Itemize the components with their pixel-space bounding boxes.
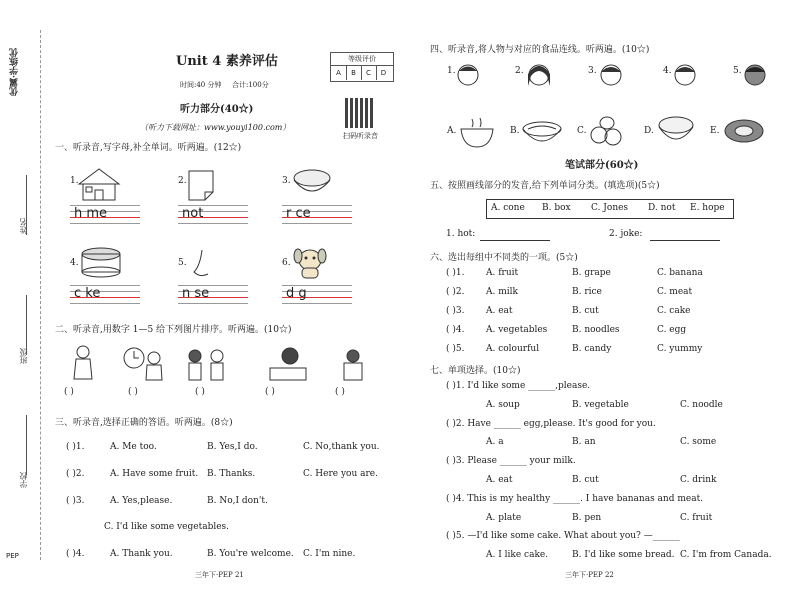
q4-person-1-num: 1.: [447, 66, 456, 76]
q2-answer-4[interactable]: ( ): [265, 387, 275, 397]
q6-row-4-b: B. noodles: [572, 325, 620, 335]
q7-item-3-b: B. cut: [572, 475, 599, 485]
q1-num-4: 4.: [70, 258, 79, 268]
q5-blank-1-label: 1. hot:: [446, 229, 476, 239]
q7-item-3-a: A. eat: [486, 475, 513, 485]
q6-row-3-b: B. cut: [572, 306, 599, 316]
score-label: 合计:100分: [232, 81, 269, 89]
q6-row-5-b: B. candy: [572, 344, 612, 354]
soup-bowl-icon[interactable]: [458, 115, 496, 149]
name-field[interactable]: [26, 175, 27, 235]
q6-row-5-num[interactable]: ( )5.: [446, 344, 465, 354]
q7-item-4-a: A. plate: [486, 513, 522, 523]
q1-word-5: n se: [182, 286, 210, 301]
class-field[interactable]: [26, 295, 27, 355]
qr-code-icon: [345, 98, 375, 128]
q1-writing-1[interactable]: [70, 205, 140, 223]
q6-row-2-a: A. milk: [486, 287, 518, 297]
person-2-icon[interactable]: [525, 60, 553, 90]
q1-word-1: h me: [74, 206, 108, 221]
q7-item-1-b: B. vegetable: [572, 400, 629, 410]
q7-item-2-b: B. an: [572, 437, 596, 447]
q7-item-5-a: A. I like cake.: [486, 550, 549, 560]
q6-row-5-a: A. colourful: [486, 344, 540, 354]
q1-num-3: 3.: [282, 176, 291, 186]
q7-item-1-a: A. soup: [486, 400, 520, 410]
q5-title: 五、按照画线部分的发音,给下列单词分类。(填选项)(5☆): [430, 181, 660, 191]
person-3-icon[interactable]: [598, 60, 624, 90]
q2-title: 二、听录音,用数字 1—5 给下列图片排序。听两遍。(10☆): [55, 325, 292, 335]
q1-writing-4[interactable]: [70, 285, 140, 303]
q1-title: 一、听录音,写字母,补全单词。听两遍。(12☆): [55, 143, 242, 153]
q7-item-3-question[interactable]: ( )3. Please ______ your milk.: [446, 456, 576, 466]
noodle-bowl-icon[interactable]: [520, 115, 564, 149]
q3-item-2-num[interactable]: ( )2.: [66, 469, 85, 479]
school-field[interactable]: [26, 415, 27, 475]
q5-blank-2[interactable]: [650, 240, 720, 241]
q5-option-b: B. box: [542, 203, 571, 213]
grade-d[interactable]: D: [380, 69, 387, 77]
left-footer: 三年下·PEP 21: [195, 571, 244, 579]
q1-num-6: 6.: [282, 258, 291, 268]
q6-row-1-b: B. grape: [572, 268, 611, 278]
grade-box: [330, 52, 394, 82]
q1-writing-3[interactable]: [282, 205, 352, 223]
grade-label: 等级评价: [331, 53, 393, 66]
q6-row-3-a: A. eat: [486, 306, 513, 316]
q2-answer-1[interactable]: ( ): [64, 387, 74, 397]
q2-answer-5[interactable]: ( ): [335, 387, 345, 397]
q4-food-b-label: B.: [510, 126, 520, 136]
listening-header: 听力部分(40☆): [180, 104, 254, 115]
q7-item-4-c: C. fruit: [680, 513, 713, 523]
person-1-icon[interactable]: [455, 62, 481, 90]
q6-title: 六、选出每组中不同类的一项。(5☆): [430, 253, 578, 263]
q4-title: 四、听录音,将人物与对应的食品连线。听两遍。(10☆): [430, 45, 650, 55]
q1-word-6: d g: [286, 286, 307, 301]
q3-title: 三、听录音,选择正确的答语。听两遍。(8☆): [55, 418, 233, 428]
q3-item-1-b: B. Yes,I do.: [207, 442, 258, 452]
page-title: Unit 4 素养评估: [176, 54, 278, 69]
q3-item-2-c: C. Here you are.: [303, 469, 378, 479]
q2-answer-2[interactable]: ( ): [128, 387, 138, 397]
name-label: 姓名: [19, 218, 28, 234]
q4-food-d-label: D.: [644, 126, 654, 136]
q3-item-3-a: A. Yes,please.: [110, 496, 173, 506]
q6-row-1-c: C. banana: [657, 268, 703, 278]
q1-word-4: c ke: [74, 286, 101, 301]
q3-item-4-b: B. You're welcome.: [207, 549, 294, 559]
q5-option-e: E. hope: [690, 203, 725, 213]
q3-item-4-a: A. Thank you.: [110, 549, 173, 559]
q4-person-5-num: 5.: [733, 66, 742, 76]
q7-item-4-question[interactable]: ( )4. This is my healthy ______. I have bananas and meat.: [446, 494, 704, 504]
q6-row-5-c: C. yummy: [657, 344, 703, 354]
grade-a[interactable]: A: [331, 66, 347, 80]
two-kids-icon: [185, 348, 229, 382]
q6-row-2-b: B. rice: [572, 287, 602, 297]
school-label: 学校: [19, 472, 28, 488]
rice-bowl-icon: [290, 168, 334, 198]
boy-reading-icon: [338, 348, 368, 382]
girl-eating-icon: [266, 346, 310, 382]
grade-c[interactable]: C: [361, 66, 377, 80]
q3-item-3-num[interactable]: ( )3.: [66, 496, 85, 506]
q6-row-4-a: A. vegetables: [486, 325, 548, 335]
q5-blank-2-label: 2. joke:: [609, 229, 643, 239]
q7-item-5-c: C. I'm from Canada.: [680, 550, 772, 560]
q1-num-5: 5.: [178, 258, 187, 268]
grade-b[interactable]: B: [346, 66, 362, 80]
q4-person-2-num: 2.: [515, 66, 524, 76]
nose-icon: [190, 248, 220, 282]
house-icon: [75, 166, 123, 202]
written-header: 笔试部分(60☆): [565, 160, 639, 171]
clock-girl-icon: [122, 346, 166, 382]
q6-row-3-c: C. cake: [657, 306, 691, 316]
q4-person-4-num: 4.: [663, 66, 672, 76]
q4-person-3-num: 3.: [588, 66, 597, 76]
q1-word-3: r ce: [286, 206, 311, 221]
q5-option-d: D. not: [648, 203, 676, 213]
pep-label: PEP: [6, 552, 19, 560]
q5-option-a: A. cone: [491, 203, 525, 213]
q1-writing-2[interactable]: [178, 205, 248, 223]
q6-row-3-num[interactable]: ( )3.: [446, 306, 465, 316]
fruit-icon[interactable]: [587, 113, 629, 149]
q6-row-1-a: A. fruit: [486, 268, 519, 278]
brand-mark: 优翼·学练优: [10, 48, 20, 97]
person-4-icon[interactable]: [672, 60, 698, 90]
q6-row-2-c: C. meat: [657, 287, 693, 297]
q1-num-1: 1.: [70, 176, 79, 186]
q7-item-4-b: B. pen: [572, 513, 602, 523]
note-icon: [185, 168, 219, 202]
binding-line: [40, 30, 41, 560]
q6-row-2-num[interactable]: ( )2.: [446, 287, 465, 297]
q4-food-a-label: A.: [447, 126, 457, 136]
q6-row-4-c: C. egg: [657, 325, 687, 335]
download-url: （听力下载网址：www.youyi100.com）: [140, 123, 291, 132]
q7-title: 七、单项选择。(10☆): [430, 366, 521, 376]
q3-item-4-c: C. I'm nine.: [303, 549, 356, 559]
q7-item-2-c: C. some: [680, 437, 717, 447]
q5-blank-1[interactable]: [480, 240, 550, 241]
q3-item-2-a: A. Have some fruit.: [110, 469, 199, 479]
q3-item-3-b: B. No,I don't.: [207, 496, 268, 506]
q1-word-2: not: [182, 206, 204, 221]
cake-icon: [78, 244, 124, 280]
q7-item-3-c: C. drink: [680, 475, 717, 485]
girl-drinking-icon: [70, 345, 96, 381]
rice-bowl-icon[interactable]: [656, 115, 696, 147]
dog-icon: [292, 246, 328, 280]
person-5-icon[interactable]: [742, 60, 768, 90]
q7-item-1-c: C. noodle: [680, 400, 723, 410]
q1-num-2: 2.: [178, 176, 187, 186]
q1-writing-6[interactable]: [282, 285, 352, 303]
q3-item-1-a: A. Me too.: [110, 442, 157, 452]
time-label: 时间:40 分钟: [180, 81, 222, 89]
meat-icon[interactable]: [722, 116, 766, 146]
q7-item-2-a: A. a: [486, 437, 504, 447]
q4-food-e-label: E.: [710, 126, 720, 136]
q7-item-5-question[interactable]: ( )5. —I'd like some cake. What about you? —______: [446, 531, 680, 541]
q3-item-2-b: B. Thanks.: [207, 469, 256, 479]
right-footer: 三年下·PEP 22: [565, 571, 614, 579]
q7-item-1-question[interactable]: ( )1. I'd like some ______,please.: [446, 381, 591, 391]
q3-item-3-c: C. I'd like some vegetables.: [104, 522, 230, 532]
q1-writing-5[interactable]: [178, 285, 248, 303]
q3-item-1-c: C. No,thank you.: [303, 442, 380, 452]
q3-item-1-num[interactable]: ( )1.: [66, 442, 85, 452]
q6-row-1-num[interactable]: ( )1.: [446, 268, 465, 278]
q7-item-5-b: B. I'd like some bread.: [572, 550, 675, 560]
q4-food-c-label: C.: [577, 126, 587, 136]
q6-row-4-num[interactable]: ( )4.: [446, 325, 465, 335]
q2-answer-3[interactable]: ( ): [195, 387, 205, 397]
q7-item-2-question[interactable]: ( )2. Have ______ egg,please. It's good for you.: [446, 419, 656, 429]
class-label: 班级: [19, 348, 28, 364]
qr-caption: 扫码听录音: [343, 132, 378, 140]
q3-item-4-num[interactable]: ( )4.: [66, 549, 85, 559]
q5-option-c: C. Jones: [591, 203, 629, 213]
